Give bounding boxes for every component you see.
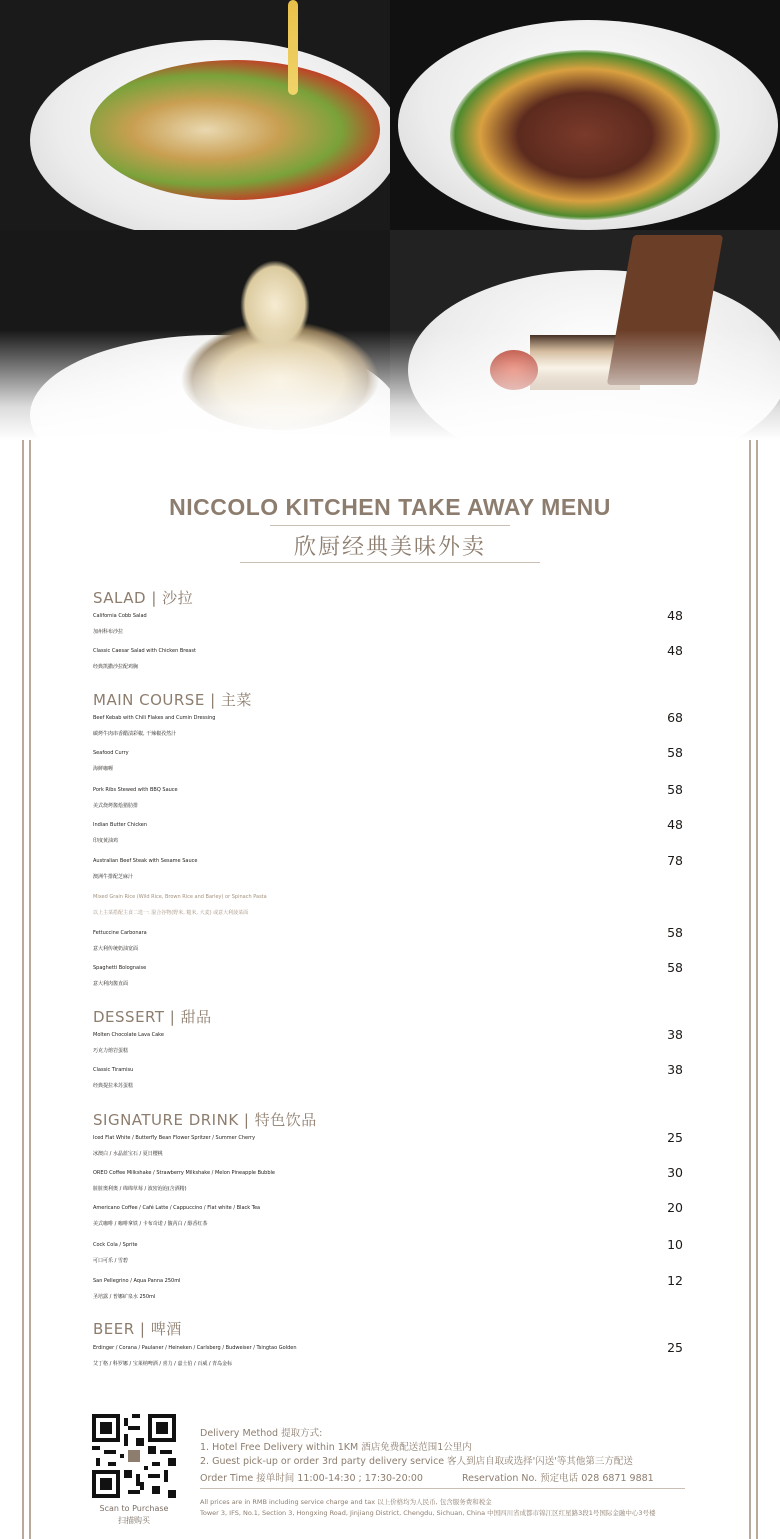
- item-name-en: Seafood Curry: [93, 750, 129, 756]
- title-divider-bottom: [240, 562, 540, 563]
- item-name-zh: 碳烤牛肉串香醋渍彩椒, 干辣椒孜然汁: [93, 731, 177, 737]
- item-price: 10: [667, 1237, 683, 1252]
- item-price: 58: [667, 960, 683, 975]
- item-price: 20: [667, 1200, 683, 1215]
- item-name-zh: 经典凯撒沙拉配鸡胸: [93, 664, 139, 670]
- delivery-method-title: Delivery Method 提取方式:: [200, 1428, 323, 1439]
- item-price: 25: [667, 1340, 683, 1355]
- item-name-en: San Pellegrino / Aqua Panna 250ml: [93, 1278, 181, 1284]
- menu-item: [93, 925, 683, 957]
- menu-item: [93, 960, 683, 992]
- item-name-en: Australian Beef Steak with Sesame Sauce: [93, 858, 198, 864]
- item-name-zh: 美式烧烤酱烩猪肋排: [93, 803, 139, 809]
- item-name-zh: 海鲜咖喱: [93, 766, 114, 772]
- hotel-address: Tower 3, IFS, No.1, Section 3, Hongxing Road, Jinjiang District, Chengdu, Sichuan, China 中国四川省成都市锦江区红星路3段1号国际金融中心3号楼: [200, 1509, 656, 1517]
- item-name-zh: 艾丁格 / 科罗娜 / 宝莱纳啤酒 / 喜力 / 嘉士伯 / 百威 / 青岛金标: [93, 1361, 233, 1367]
- item-name-en: Molten Chocolate Lava Cake: [93, 1032, 164, 1038]
- item-name-en: Classic Caesar Salad with Chicken Breast: [93, 648, 196, 654]
- item-price: 38: [667, 1062, 683, 1077]
- menu-item: [93, 782, 683, 814]
- title-divider-top: [270, 525, 510, 526]
- steak-photo: [390, 0, 780, 230]
- menu-title: NICCOLO KITCHEN TAKE AWAY MENU: [169, 494, 611, 520]
- item-price: 58: [667, 745, 683, 760]
- item-name-zh: 经典提拉米苏蛋糕: [93, 1083, 134, 1089]
- menu-item: [93, 608, 683, 640]
- food-photo-collage: [0, 0, 780, 440]
- note-en: Mixed Grain Rice (Wild Rice, Brown Rice and Barley) or Spinach Pasta: [93, 894, 267, 900]
- item-price: 30: [667, 1165, 683, 1180]
- qr-caption-en: Scan to Purchase: [99, 1504, 169, 1513]
- menu-item: [93, 1130, 683, 1162]
- item-name-en: Americano Coffee / Café Latte / Cappuccino / Flat white / Black Tea: [93, 1205, 261, 1211]
- item-name-zh: 意大利肉酱直面: [93, 981, 129, 987]
- item-price: 48: [667, 608, 683, 623]
- item-name-en: Pork Ribs Stewed with BBQ Sauce: [93, 787, 178, 793]
- item-name-en: Spaghetti Bolognaise: [93, 965, 147, 971]
- item-name-zh: 澳洲牛排配芝麻汁: [93, 874, 134, 880]
- delivery-method-1: 1. Hotel Free Delivery within 1KM 酒店免费配送范围1公里内: [200, 1442, 472, 1453]
- item-name-en: Classic Tiramisu: [93, 1067, 134, 1073]
- menu-item: [93, 1062, 683, 1094]
- item-name-en: Cock Cola / Sprite: [93, 1242, 138, 1248]
- item-name-en: Iced Flat White / Butterfly Bean Flower Spritzer / Summer Cherry: [93, 1135, 256, 1141]
- menu-subtitle: 欣厨经典美味外卖: [293, 535, 486, 560]
- menu-item: [93, 1340, 683, 1372]
- item-price: 58: [667, 782, 683, 797]
- item-price: 58: [667, 925, 683, 940]
- menu-item: [93, 1273, 683, 1305]
- item-name-zh: 加州科布沙拉: [93, 629, 124, 635]
- menu-item: [93, 1165, 683, 1197]
- photo-fade: [0, 330, 780, 440]
- item-name-en: Fettuccine Carbonara: [93, 930, 147, 936]
- section-heading-beer: BEER | 啤酒: [93, 1320, 182, 1338]
- delivery-method-2: 2. Guest pick-up or order 3rd party delivery service 客人到店自取或选择'闪送'等其他第三方配送: [200, 1456, 633, 1467]
- note-zh: 以上主菜搭配主食二选一: 混合谷物(野米, 糙米, 大麦) 或意大利菠菜面: [93, 910, 249, 916]
- reservation-number: Reservation No. 预定电话 028 6871 9881: [462, 1473, 654, 1484]
- item-name-zh: 脏脏奥利奥 / 绵绵草莓 / 波密泡泡(含酒精): [93, 1186, 187, 1192]
- item-name-en: California Cobb Salad: [93, 613, 147, 619]
- item-name-zh: 巧克力熔岩蛋糕: [93, 1048, 129, 1054]
- item-name-en: Indian Butter Chicken: [93, 822, 148, 828]
- item-name-zh: 印度黄油鸡: [93, 838, 119, 844]
- item-name-zh: 圣培露 / 普娜矿泉水 250ml: [93, 1294, 156, 1300]
- item-name-zh: 冰澳白 / 水晶蓝宝石 / 夏日樱桃: [93, 1151, 163, 1157]
- menu-item: [93, 1027, 683, 1059]
- item-price: 25: [667, 1130, 683, 1145]
- item-name-zh: 可口可乐 / 雪碧: [93, 1258, 128, 1264]
- item-price: 48: [667, 643, 683, 658]
- menu-item: [93, 817, 683, 849]
- section-heading-dessert: DESSERT | 甜品: [93, 1008, 212, 1026]
- item-name-en: OREO Coffee Milkshake / Strawberry Milkshake / Melon Pineapple Bubble: [93, 1170, 275, 1176]
- menu-item: [93, 643, 683, 675]
- item-price: 12: [667, 1273, 683, 1288]
- menu-item: [93, 745, 683, 777]
- order-time: Order Time 接单时间 11:00-14:30 ; 17:30-20:00: [200, 1473, 423, 1484]
- item-name-zh: 意大利传统奶油宽面: [93, 946, 139, 952]
- section-heading-main-course: MAIN COURSE | 主菜: [93, 691, 252, 709]
- item-price: 68: [667, 710, 683, 725]
- menu-item: [93, 853, 683, 885]
- price-disclaimer: All prices are in RMB including service charge and tax 以上价格均为人民币, 包含服务费和税金: [200, 1498, 492, 1506]
- section-heading-salad: SALAD | 沙拉: [93, 589, 194, 607]
- item-price: 38: [667, 1027, 683, 1042]
- main-course-side-note: [93, 889, 683, 921]
- item-name-en: Beef Kebab with Chili Flakes and Cumin Dressing: [93, 715, 216, 721]
- item-name-en: Erdinger / Corana / Paulaner / Heineken / Carlsberg / Budweiser / Tsingtao Golden: [93, 1345, 297, 1351]
- salad-photo: [0, 0, 390, 230]
- menu-item: [93, 1237, 683, 1269]
- section-heading-signature-drink: SIGNATURE DRINK | 特色饮品: [93, 1111, 317, 1129]
- menu-item: [93, 1200, 683, 1232]
- qr-code[interactable]: [92, 1414, 176, 1498]
- footer-divider: [200, 1488, 685, 1489]
- item-name-zh: 美式咖啡 / 咖啡拿铁 / 卡布奇诺 / 馥芮白 / 醇香红茶: [93, 1221, 208, 1227]
- menu-item: [93, 710, 683, 742]
- item-price: 78: [667, 853, 683, 868]
- item-price: 48: [667, 817, 683, 832]
- qr-caption-zh: 扫描购买: [118, 1516, 150, 1525]
